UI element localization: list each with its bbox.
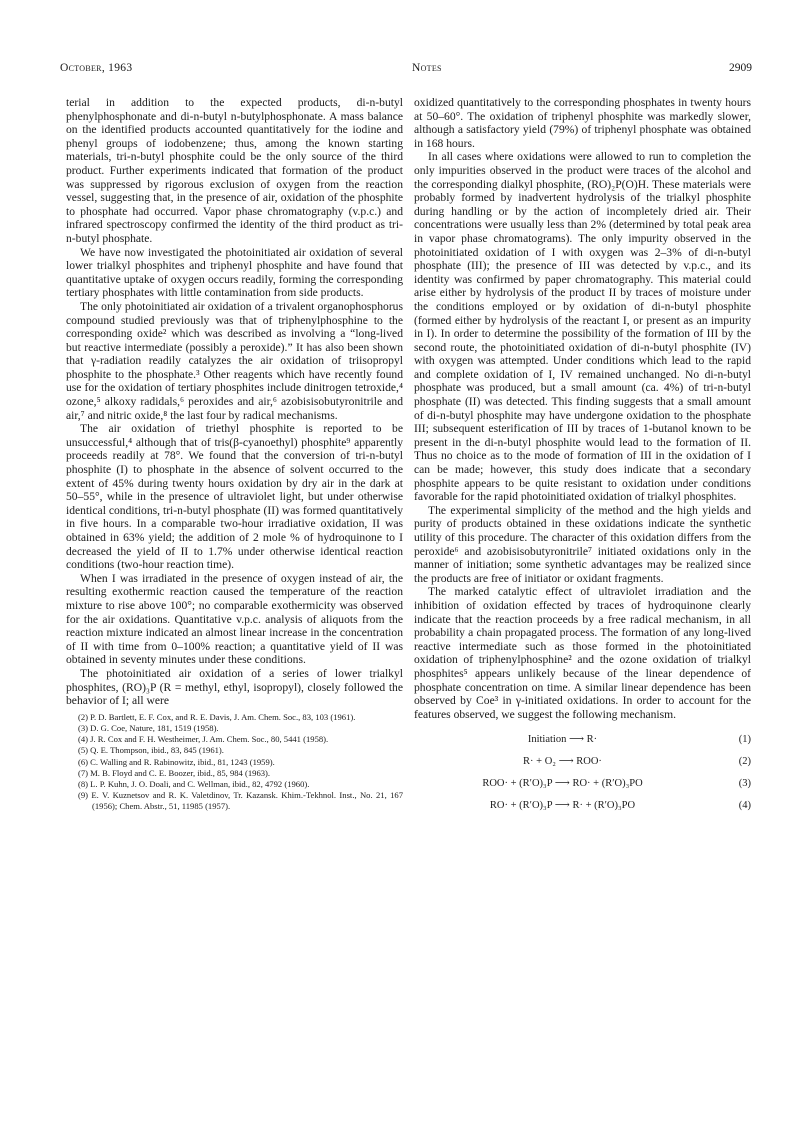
page-number: 2909 (729, 62, 752, 74)
equation-number: (2) (738, 756, 751, 768)
reference-item: (2) P. D. Bartlett, E. F. Cox, and R. E. Davis, J. Am. Chem. Soc., 83, 103 (1961). (78, 711, 356, 722)
reference-item: (4) J. R. Cox and F. H. Westheimer, J. Am. Chem. Soc., 80, 5441 (1958). (78, 734, 329, 745)
header-section: Notes (412, 62, 442, 74)
equation (414, 799, 751, 821)
equation-expression: ROO· + (R′O)₃P ⟶ RO· + (R′O)₃PO (482, 778, 643, 790)
body-paragraph: In all cases where oxidations were allowed to run to completion the only impurities observed in the product were traces of the alcohol and the corresponding dialkyl phosphite, (RO)₂P(O)H. These materials were probably formed by inadvertent hydrolysis of the trialkyl phosphite during handling or by the action of incompletely dried air. Their concentrations were usually less than 2% (determined by total peak area in vapor phase chromatograms). The only impurity observed in the photoinitiated oxidation of I with oxygen was 2–3% of di-n-butyl phosphate (III); the presence of III was detected by v.p.c., and its identity was confirmed by paper chromatography. This material could arise either by hydrolysis of the product II by traces of moisture under the conditions employed or by oxidation of di-n-butyl phosphite (formed either by hydrolysis of the reactant I, or present as an impurity in I). In order to determine the possibility of the formation of III by the second route, the photoinitiated oxidation of di-n-butyl phosphite (IV) with oxygen was attempted. Under conditions which lead to the rapid and complete oxidation of I, IV remained unchanged. No di-n-butyl phosphate was produced, but a small amount (ca. 4%) of tri-n-butyl phosphate (II) was detected. This finding suggests that a small amount of di-n-butyl phosphite may have undergone oxidation to the phosphate III; subsequent esterification of III by traces of 1-butanol known to be present in the di-n-butyl phosphite would lead to the formation of II. Thus no choice as to the mode of formation of III in the oxidation of I can be made; however, this study does indicate that a secondary phosphite appears to be quite resistant to oxidation under conditions favorable for the rapid photoinitiated oxidation of trialkyl phosphites. (414, 150, 751, 504)
reference-item: (8) L. P. Kuhn, J. O. Doali, and C. Wellman, ibid., 82, 4792 (1960). (78, 778, 310, 789)
body-paragraph: The only photoinitiated air oxidation of a trivalent organophosphorus compound studied previously was that of triphenylphosphine to the corresponding oxide² which was described as involving a “long-lived but reactive intermediate (possibly a peroxide).” It has also been shown that γ-radiation readily catalyzes the air oxidation of triisopropyl phosphite to the phosphate.³ Other reagents which have recently found use for the oxidation of tertiary phosphites include dinitrogen tetroxide,⁴ ozone,⁵ alkoxy radidals,⁶ peroxides and air,⁶ azobisisobutyronitrile and air,⁷ and nitric oxide,⁸ the last four by radical mechanisms. (66, 299, 403, 422)
body-paragraph: We have now investigated the photoinitiated air oxidation of several lower trialkyl phosphites and triphenyl phosphite and have found that quantitative uptake of oxygen occurs readily, forming the corresponding tertiary phosphates with little contamination from side products. (66, 245, 403, 300)
body-paragraph: The marked catalytic effect of ultraviolet irradiation and the inhibition of oxidation effected by traces of hydroquinone clearly indicate that the reaction proceeds by a free radical mechanism, in all probability a chain propagated process. The formation of any long-lived reactive intermediate such as those formed in the photoinitiated oxidation of triphenylphosphine² and the ozone oxidation of trialkyl phosphites⁵ appears unlikely because of the linear dependence of phosphate concentration on time. A similar linear dependence has been observed by Coe³ in γ-initiated oxidations. In order to account for the features observed, we suggest the following mechanism. (414, 585, 751, 721)
body-paragraph: The air oxidation of triethyl phosphite is reported to be unsuccessful,⁴ although that of tris(β-cyanoethyl) phosphite⁹ apparently proceeds readily at 78°. We found that the conversion of tri-n-butyl phosphite (I) to phosphate in the absence of solvent occurred to the extent of 45% during twenty hours oxidation by dry air in the dark at 50–55°, while in the presence of ultraviolet light, but under otherwise identical conditions, tri-n-butyl phosphate (II) was formed quantitatively in five hours. In a comparable two-hour irradiative oxidation, II was obtained in 63% yield; the addition of 2 mole % of hydroquinone to I decreased the yield of II to 1.7% under otherwise identical reaction conditions (two-hour reaction time). (66, 422, 403, 572)
equation-expression: RO· + (R′O)₃P ⟶ R· + (R′O)₃PO (489, 800, 636, 812)
references (66, 712, 403, 813)
equation (414, 777, 751, 799)
equation-number: (1) (738, 734, 751, 746)
equation-number: (4) (738, 800, 751, 812)
equation-expression: Initiation ⟶ R· (527, 734, 598, 746)
body-paragraph: The photoinitiated air oxidation of a series of lower trialkyl phosphites, (RO)₃P (R = methyl, ethyl, isopropyl), closely followed the behavior of I; all were (66, 666, 403, 708)
header-date: October, 1963 (60, 62, 133, 74)
equation (414, 733, 751, 755)
reference-item: (5) Q. E. Thompson, ibid., 83, 845 (1961). (78, 745, 224, 756)
body-paragraph: When I was irradiated in the presence of oxygen instead of air, the resulting exothermic reaction caused the temperature of the reaction mixture to rise above 100°; no comparable exothermicity was observed for the air oxidations. Quantitative v.p.c. analysis of aliquots from the reaction mixture indicated an almost linear increase in the concentration of II with time from 0–100% reaction; a quantitative yield of II was obtained in seventy minutes under these conditions. (66, 571, 403, 667)
reference-item: (9) E. V. Kuznetsov and R. K. Valetdinov, Tr. Kazansk. Khim.-Tekhnol. Inst., No. 21, 167 (1956); Chem. Abstr., 51, 11985 (1957). (78, 790, 403, 812)
mechanism-equations (414, 733, 751, 821)
left-column (66, 96, 403, 813)
body-paragraph: terial in addition to the expected products, di-n-butyl phenylphosphonate and di-n-butyl n-butylphosphonate. A mass balance on the identified products accounted quantitatively for the iodine and phenyl groups of iodobenzene; thus, among the known starting materials, tri-n-butyl phosphite could be the only source of the third product. Further experiments indicated that formation of the product was suppressed by rigorous exclusion of oxygen from the reaction vessel, suggesting that, in the presence of air, oxidation of the phosphite to phosphate had occurred. Vapor phase chromatography (v.p.c.) and infrared spectroscopy confirmed the identity of the third product as tri-n-butyl phosphate. (66, 96, 403, 245)
equation-expression: R· + O₂ ⟶ ROO· (523, 756, 602, 768)
equation-number: (3) (738, 778, 751, 790)
body-paragraph: oxidized quantitatively to the corresponding phosphates in twenty hours at 50–60°. The oxidation of triphenyl phosphite was markedly slower, although a satisfactory yield (79%) of triphenyl phosphate was obtained in 168 hours. (414, 96, 751, 150)
body-paragraph: The experimental simplicity of the method and the high yields and purity of products obtained in these oxidations indicate the synthetic utility of this procedure. The character of this oxidation differs from the peroxide⁶ and azobisisobutyronitrile⁷ initiated oxidations only in the manner of initiation; some synthetic advantages may be realized since the products are free of initiator or oxidant fragments. (414, 503, 751, 585)
reference-item: (3) D. G. Coe, Nature, 181, 1519 (1958). (78, 722, 219, 733)
reference-item: (6) C. Walling and R. Rabinowitz, ibid., 81, 1243 (1959). (78, 756, 275, 767)
equation (414, 755, 751, 777)
reference-item: (7) M. B. Floyd and C. E. Boozer, ibid., 85, 984 (1963). (78, 767, 271, 778)
running-header (60, 62, 752, 78)
right-column (414, 96, 751, 821)
